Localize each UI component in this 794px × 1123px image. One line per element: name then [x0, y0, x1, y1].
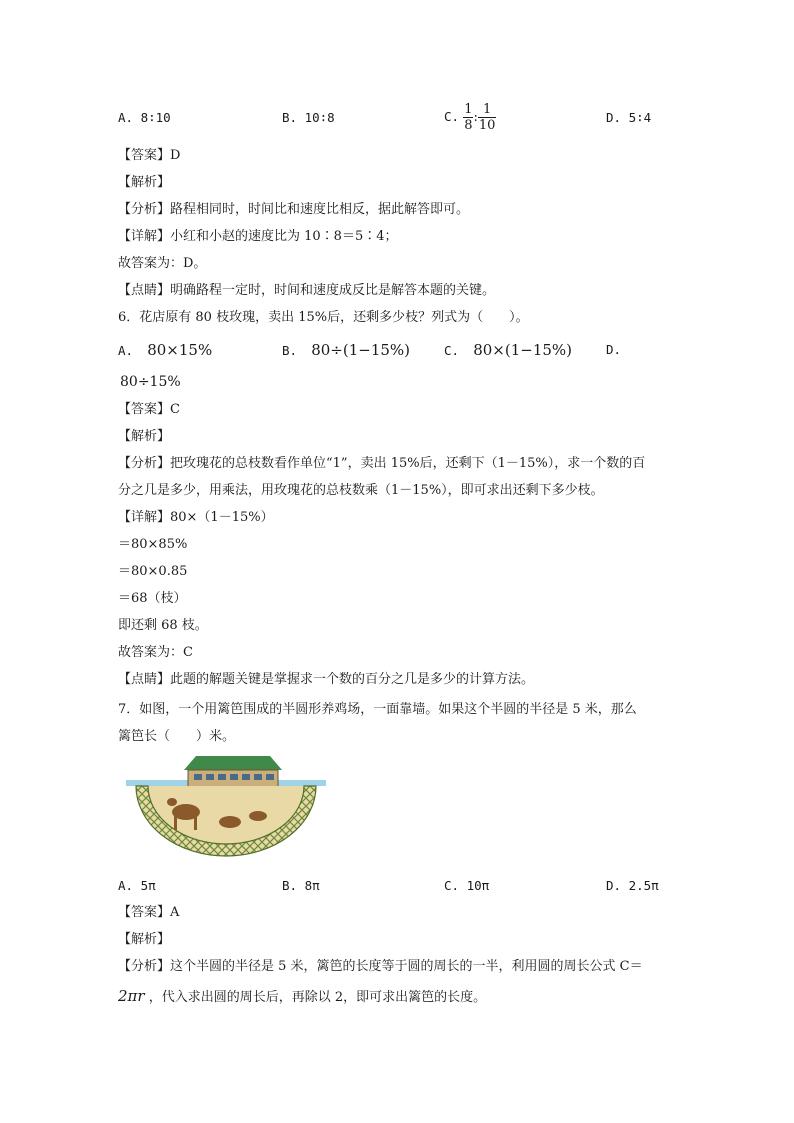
q5-analysis-heading: 【解析】 [118, 175, 171, 190]
q5-fenxi: 【分析】路程相同时，时间比和速度比相反，据此解答即可。 [118, 202, 470, 217]
q5-option-c-fraction-2 [478, 102, 497, 133]
circumference-formula: 2πr [118, 987, 145, 1005]
q5-xiangjie: 【详解】小红和小赵的速度比为 10∶8＝5∶4； [118, 229, 398, 244]
q6-option-d-label: D. [606, 342, 622, 357]
q7-option-a: A. 5π [118, 878, 156, 893]
q6-conclusion: 故答案为：C [118, 645, 193, 660]
option-expression: 80×15% [147, 341, 213, 359]
q6-option-c [444, 340, 572, 362]
q7-fenxi-line-2-text: ，代入求出圆的周长后，再除以 2，即可求出篱笆的长度。 [148, 990, 487, 1005]
q5-option-c-label: C. [444, 109, 460, 124]
q6-xiangjie: 【详解】80×（1－15%） [118, 510, 274, 525]
q7-answer: 【答案】A [118, 905, 180, 920]
q7-analysis-heading: 【解析】 [118, 932, 171, 947]
q5-dianjing: 【点睛】明确路程一定时，时间和速度成反比是解答本题的关键。 [118, 283, 496, 298]
q6-option-b [282, 340, 410, 362]
q7-fenxi-line-2 [118, 986, 486, 1006]
q7-question-line-2: 篱笆长（ ）米。 [118, 729, 236, 744]
option-label: A. [118, 343, 134, 358]
q6-analysis-heading: 【解析】 [118, 429, 171, 444]
q7-option-d: D. 2.5π [606, 878, 659, 893]
q5-option-a: A. 8∶10 [118, 110, 171, 125]
q6-remaining: 即还剩 68 枝。 [118, 618, 208, 633]
roof [184, 756, 282, 770]
coop-drawing [126, 754, 326, 860]
ratio-separator: : [473, 110, 478, 125]
fraction-denominator: 8 [464, 118, 473, 133]
fraction-numerator: 1 [464, 102, 473, 117]
q6-answer: 【答案】C [118, 402, 180, 417]
option-expression: 80×(1−15%) [473, 341, 573, 359]
fraction-numerator: 1 [483, 102, 492, 117]
q6-option-d-expression: 80÷15% [120, 374, 181, 390]
q6-step-3: ＝68（枝） [118, 591, 187, 606]
semicircle-coop-illustration [126, 754, 326, 860]
fraction-denominator: 10 [478, 118, 496, 133]
q5-option-c [444, 97, 496, 138]
option-label: C. [444, 343, 460, 358]
q6-question: 6．花店原有 80 枝玫瑰，卖出 15%后，还剩多少枝？列式为（ ）。 [118, 310, 529, 325]
q6-option-a [118, 340, 212, 362]
option-expression: 80÷(1−15%) [311, 341, 411, 359]
q7-question-line-1: 7．如图，一个用篱笆围成的半圆形养鸡场，一面靠墙。如果这个半圆的半径是 5 米，那么 [118, 702, 637, 717]
q5-option-d: D. 5∶4 [606, 110, 652, 125]
q6-dianjing: 【点睛】此题的解题关键是掌握求一个数的百分之几是多少的计算方法。 [118, 672, 535, 687]
q7-fenxi-line-1: 【分析】这个半圆的半径是 5 米，篱笆的长度等于圆的周长的一半，利用圆的周长公式 C＝ [118, 959, 643, 974]
q5-option-c-fraction-1 [463, 102, 473, 133]
q7-option-b: B. 8π [282, 878, 320, 893]
q7-option-c: C. 10π [444, 878, 490, 893]
q6-fenxi-line-1: 【分析】把玫瑰花的总枝数看作单位“1”，卖出 15%后，还剩下（1－15%），求一个数的百 [118, 456, 646, 471]
q6-step-1: ＝80×85% [118, 537, 188, 552]
option-label: B. [282, 343, 298, 358]
q6-fenxi-line-2: 分之几是多少，用乘法，用玫瑰花的总枝数乘（1－15%），即可求出还剩下多少枝。 [118, 483, 604, 498]
q5-option-b: B. 10∶8 [282, 110, 335, 125]
q5-conclusion: 故答案为：D。 [118, 256, 207, 271]
q5-answer: 【答案】D [118, 148, 181, 163]
q6-step-2: ＝80×0.85 [118, 564, 188, 579]
